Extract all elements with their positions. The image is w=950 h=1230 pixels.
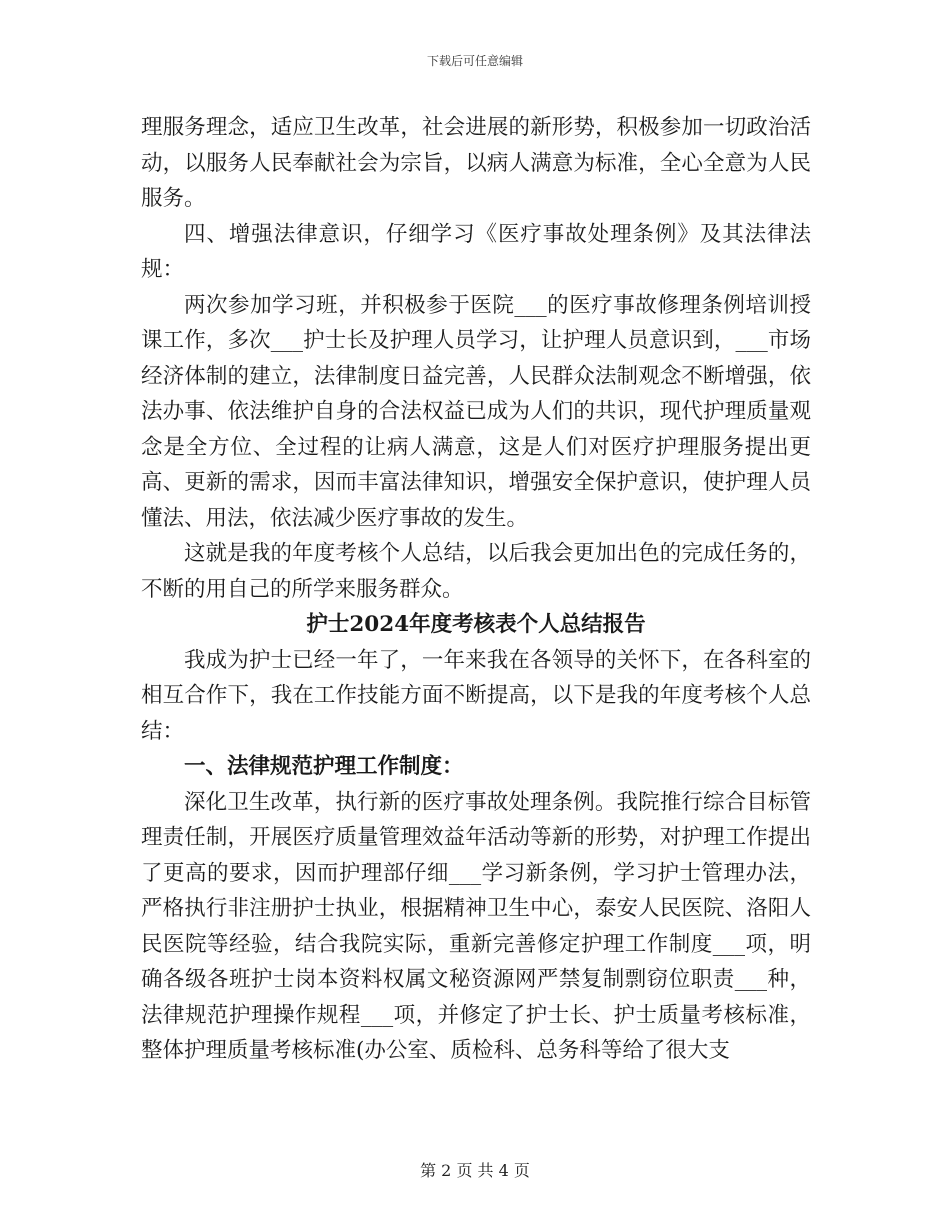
document-body	[141, 110, 811, 1069]
paragraph-1: 理服务理念，适应卫生改革，社会进展的新形势，积极参加一切政治活动，以服务人民奉献社会为宗旨，以病人满意为标准，全心全意为人民服务。	[141, 115, 811, 211]
paragraph-2: 四、增强法律意识，仔细学习《医疗事故处理条例》及其法律法规：	[141, 221, 811, 282]
paragraph-4: 这就是我的年度考核个人总结，以后我会更加出色的完成任务的，不断的用自己的所学来服务群众。	[141, 541, 811, 602]
page-header: 下载后可任意编辑	[426, 54, 523, 68]
paragraph-6: 深化卫生改革，执行新的医疗事故处理条例。我院推行综合目标管理责任制，开展医疗质量管理效益年活动等新的形势，对护理工作提出了更高的要求，因而护理部仔细___学习新条例，学习护士管理办法，严格执行非注册护士执业，根据精神卫生中心，泰安人民医院、洛阳人民医院等经验，结合我院实际，重新完善修定护理工作制度___项，明确各级各班护士岗本资料权属文秘资源网严禁复制剽窃位职责___种，法律规范护理操作规程___项，并修定了护士长、护士质量考核标准，整体护理质量考核标准(办公室、质检科、总务科等给了很大支	[141, 789, 811, 1063]
paragraph-5: 我成为护士已经一年了，一年来我在各领导的关怀下，在各科室的相互合作下，我在工作技能方面不断提高，以下是我的年度考核个人总结：	[141, 647, 811, 744]
section-title: 护士2024年度考核表个人总结报告	[306, 612, 646, 637]
page-footer: 第 2 页 共 4 页	[420, 1161, 530, 1180]
paragraph-3: 两次参加学习班，并积极参于医院___的医疗事故修理条例培训授课工作，多次___护士长及护理人员学习，让护理人员意识到，___市场经济体制的建立，法律制度日益完善，人民群众法制观念不断增强，依法办事、依法维护自身的合法权益已成为人们的共识，现代护理质量观念是全方位、全过程的让病人满意，这是人们对医疗护理服务提出更高、更新的需求，因而丰富法律知识，增强安全保护意识，使护理人员懂法、用法，依法减少医疗事故的发生。	[141, 292, 811, 531]
section-heading-1: 一、法律规范护理工作制度：	[184, 754, 464, 779]
